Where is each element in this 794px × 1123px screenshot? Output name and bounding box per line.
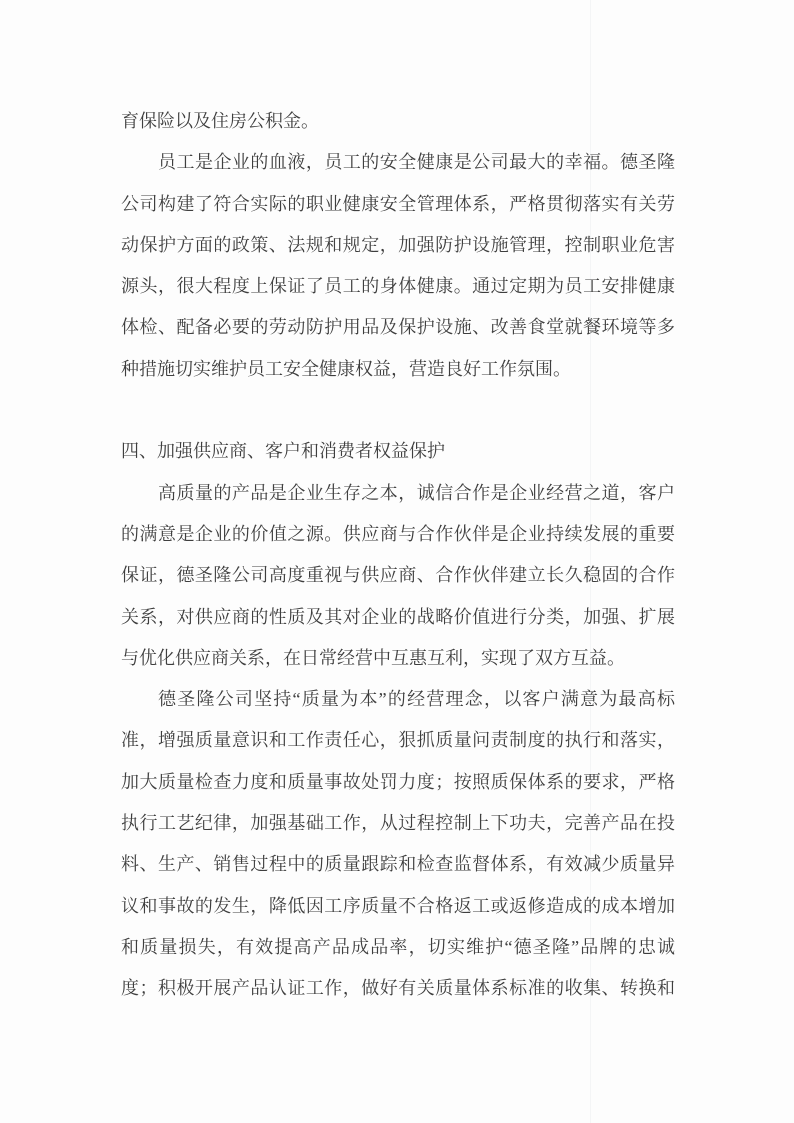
text-line: 源头，很大程度上保证了员工的身体健康。通过定期为员工安排健康 xyxy=(121,276,675,297)
text-line: 和质量损失，有效提高产品成品率，切实维护“德圣隆”品牌的忠诚 xyxy=(121,936,675,957)
text-line: 度；积极开展产品认证工作，做好有关质量体系标准的收集、转换和 xyxy=(121,978,675,999)
text-line: 议和事故的发生，降低因工序质量不合格返工或返修造成的成本增加 xyxy=(121,895,675,916)
text-line: 德圣隆公司坚持“质量为本”的经营理念，以客户满意为最高标 xyxy=(158,689,675,710)
blank-line xyxy=(121,390,675,431)
text-line: 料、生产、销售过程中的质量跟踪和检查监督体系，有效减少质量异 xyxy=(121,854,675,875)
text-line: 公司构建了符合实际的职业健康安全管理体系，严格贯彻落实有关劳 xyxy=(121,193,675,214)
text-line: 保证，德圣隆公司高度重视与供应商、合作伙伴建立长久稳固的合作 xyxy=(121,565,675,586)
text-line: 执行工艺纪律，加强基础工作，从过程控制上下功夫，完善产品在投 xyxy=(121,813,675,834)
text-line: 动保护方面的政策、法规和规定，加强防护设施管理，控制职业危害 xyxy=(121,234,675,255)
text-line: 的满意是企业的价值之源。供应商与合作伙伴是企业持续发展的重要 xyxy=(121,523,675,544)
text-line: 与优化供应商关系，在日常经营中互惠互利，实现了双方互益。 xyxy=(121,647,625,668)
text-line: 员工是企业的血液，员工的安全健康是公司最大的幸福。德圣隆 xyxy=(158,152,675,173)
text-line: 育保险以及住房公积金。 xyxy=(121,111,319,131)
text-line: 加大质量检查力度和质量事故处罚力度；按照质保体系的要求，严格 xyxy=(121,771,675,792)
text-line: 准，增强质量意识和工作责任心，狠抓质量问责制度的执行和落实， xyxy=(121,730,675,751)
text-line: 高质量的产品是企业生存之本，诚信合作是企业经营之道，客户 xyxy=(158,482,675,503)
text-line: 体检、配备必要的劳动防护用品及保护设施、改善食堂就餐环境等多 xyxy=(121,317,675,338)
text-block xyxy=(121,101,675,1010)
text-line: 种措施切实维护员工安全健康权益，营造良好工作氛围。 xyxy=(121,358,571,379)
section-heading: 四、加强供应商、客户和消费者权益保护 xyxy=(121,441,445,462)
text-line: 关系，对供应商的性质及其对企业的战略价值进行分类，加强、扩展 xyxy=(121,606,675,627)
